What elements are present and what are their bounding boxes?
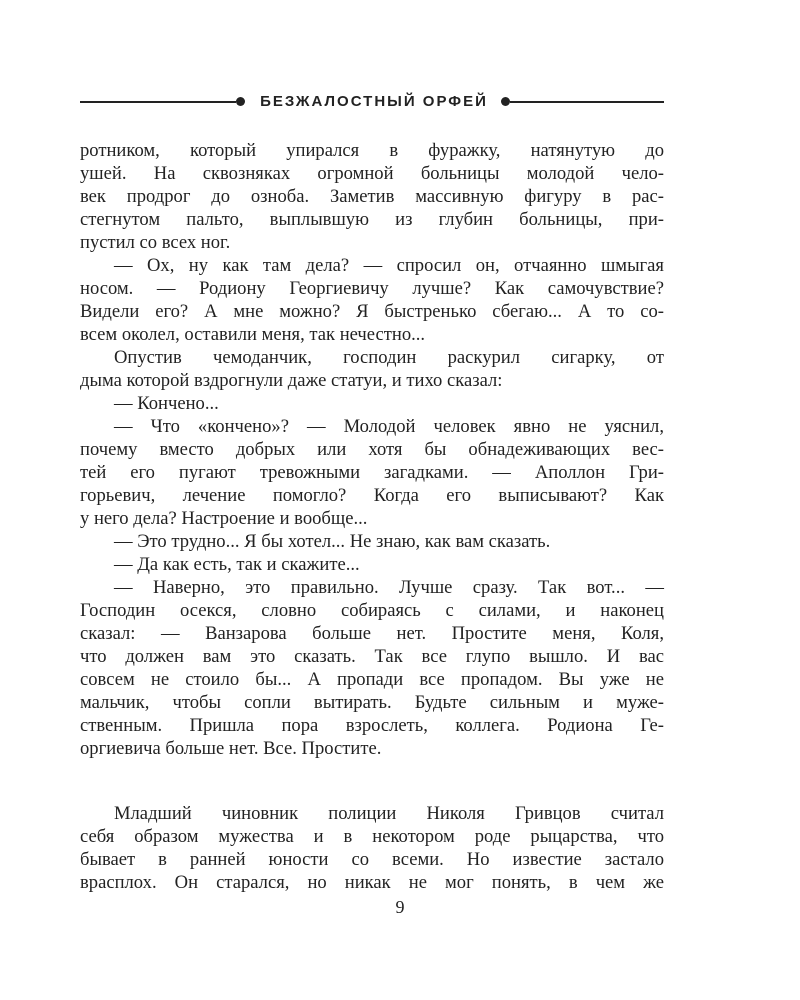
text-line: что должен вам это сказать. Так все глупо вышло. И вас [80, 646, 664, 667]
text-line: всем околел, оставили меня, так нечестно... [80, 324, 426, 345]
text-line: — Да как есть, так и скажите... [114, 554, 360, 575]
text-line: мальчик, чтобы сопли вытирать. Будьте сильным и муже- [80, 692, 664, 713]
text-line: у него дела? Настроение и вообще... [80, 508, 368, 529]
header-rule-right [510, 101, 664, 103]
text-line: век продрог до озноба. Заметив массивную фигуру в рас- [80, 186, 664, 207]
text-line: — Это трудно... Я бы хотел... Не знаю, как вам сказать. [114, 531, 551, 552]
header-rule-left [80, 101, 236, 103]
text-line: ушей. На сквозняках огромной больницы молодой чело- [80, 163, 664, 184]
text-line: ственным. Пришла пора взрослеть, коллега. Родиона Ге- [80, 715, 664, 736]
running-header [80, 92, 664, 112]
text-line: дыма которой вздрогнули даже статуи, и тихо сказал: [80, 370, 503, 391]
text-line: — Наверно, это правильно. Лучше сразу. Так вот... — [114, 577, 664, 598]
text-line: оргиевича больше нет. Все. Простите. [80, 738, 382, 759]
text-line: — Ох, ну как там дела? — спросил он, отчаянно шмыгая [114, 255, 664, 276]
text-line: пустил со всех ног. [80, 232, 231, 253]
text-line: стегнутом пальто, выплывшую из глубин больницы, при- [80, 209, 664, 230]
text-line: тей его пугают тревожными загадками. — Аполлон Гри- [80, 462, 664, 483]
text-line: врасплох. Он старался, но никак не мог понять, в чем же [80, 872, 664, 893]
text-line: Видели его? А мне можно? Я быстренько сбегаю... А то со- [80, 301, 664, 322]
text-line: себя образом мужества и в некотором роде рыцарства, что [80, 826, 664, 847]
text-line: ротником, который упирался в фуражку, натянутую до [80, 140, 664, 161]
running-title: БЕЗЖАЛОСТНЫЙ ОРФЕЙ [260, 93, 488, 110]
text-line: сказал: — Ванзарова больше нет. Простите меня, Коля, [80, 623, 664, 644]
header-bullet-right [501, 97, 510, 106]
body-text [80, 139, 664, 894]
page-number: 9 [395, 897, 405, 917]
text-line: — Что «кончено»? — Молодой человек явно не уяснил, [114, 416, 664, 437]
text-line: Господин осекся, словно собираясь с силами, и наконец [80, 600, 664, 621]
header-bullet-left [236, 97, 245, 106]
section-break [80, 760, 664, 802]
text-line: — Кончено... [114, 393, 219, 414]
text-line: совсем не стоило бы... А пропади все пропадом. Вы уже не [80, 669, 664, 690]
text-line: бывает в ранней юности со всеми. Но известие застало [80, 849, 664, 870]
text-line: носом. — Родиону Георгиевичу лучше? Как самочувствие? [80, 278, 664, 299]
text-line: Младший чиновник полиции Николя Гривцов считал [114, 803, 664, 824]
text-line: Опустив чемоданчик, господин раскурил сигарку, от [114, 347, 664, 368]
text-line: почему вместо добрых или хотя бы обнадеживающих вес- [80, 439, 664, 460]
text-line: горьевич, лечение помогло? Когда его выписывают? Как [80, 485, 664, 506]
